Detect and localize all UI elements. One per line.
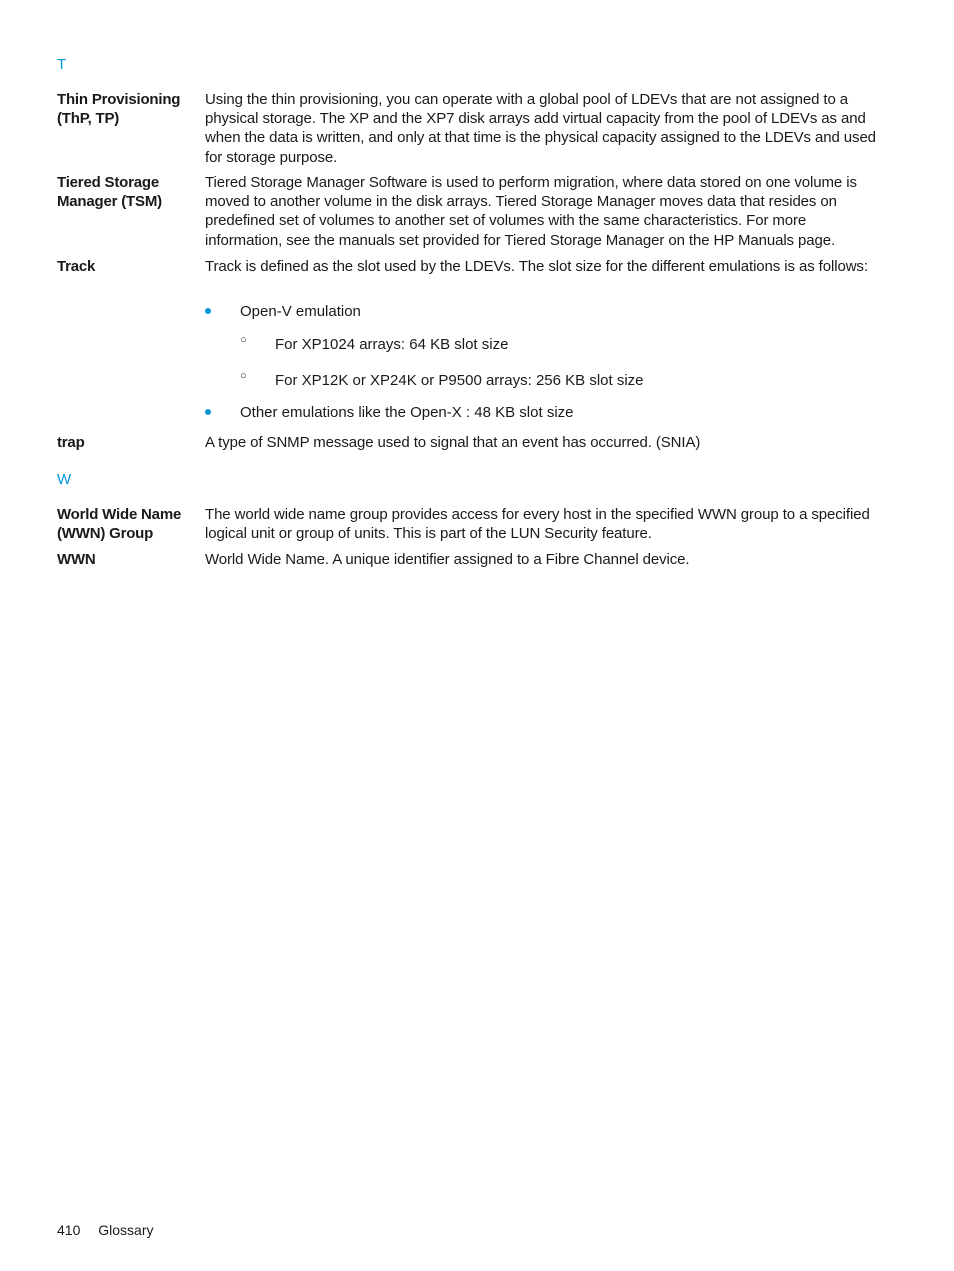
glossary-term: trap	[57, 434, 85, 451]
bullet-dot-icon	[205, 308, 211, 314]
glossary-definition: The world wide name group provides access for every host in the specified WWN group to a specified logical unit or group of units. This is part of the LUN Security feature.	[205, 506, 870, 543]
footer-section-name: Glossary	[98, 1222, 154, 1238]
bullet-text: Open-V emulation	[240, 303, 361, 320]
glossary-entry-wwn-group	[57, 505, 877, 545]
glossary-definition: Using the thin provisioning, you can operate with a global pool of LDEVs that are not assigned to a physical storage. The XP and the XP7 disk arrays add virtual capacity from the pool of LDEVs as and when the data is written, and only at that time is the physical capacity assigned to the LDEVs and used for storage purpose.	[205, 91, 876, 166]
glossary-definition: World Wide Name. A unique identifier assigned to a Fibre Channel device.	[205, 551, 690, 568]
glossary-term: Track	[57, 258, 96, 275]
sub-bullet-circle-icon: ○	[240, 370, 247, 382]
glossary-entry-track	[57, 257, 877, 297]
glossary-term: WWN	[57, 551, 96, 568]
glossary-definition: A type of SNMP message used to signal that an event has occurred. (SNIA)	[205, 434, 701, 451]
section-letter-w: W	[57, 471, 72, 488]
page-footer	[57, 1222, 153, 1238]
glossary-term: World Wide Name (WWN) Group	[57, 506, 182, 542]
section-letter-t: T	[57, 56, 67, 73]
glossary-entry-thin-provisioning	[57, 90, 877, 168]
sub-bullet-circle-icon: ○	[240, 334, 247, 346]
glossary-term: Tiered Storage Manager (TSM)	[57, 174, 162, 210]
sub-bullet-text: For XP12K or XP24K or P9500 arrays: 256 KB slot size	[275, 372, 644, 389]
glossary-entry-tiered-storage-manager	[57, 173, 877, 251]
glossary-entry-trap	[57, 433, 877, 455]
sub-bullet-text: For XP1024 arrays: 64 KB slot size	[275, 336, 509, 353]
glossary-entry-wwn	[57, 550, 877, 572]
glossary-definition: Track is defined as the slot used by the LDEVs. The slot size for the different emulations is as follows:	[205, 258, 868, 275]
bullet-dot-icon	[205, 409, 211, 415]
bullet-text: Other emulations like the Open-X : 48 KB slot size	[240, 404, 574, 421]
page-number: 410	[57, 1222, 81, 1238]
glossary-definition: Tiered Storage Manager Software is used to perform migration, where data stored on one volume is moved to another volume in the disk arrays. Tiered Storage Manager moves data that resides on predefined set of volumes to another set of volumes with the same characteristics. For more information, see the manuals set provided for Tiered Storage Manager on the HP Manuals page.	[205, 174, 857, 249]
glossary-term: Thin Provisioning (ThP, TP)	[57, 91, 181, 127]
